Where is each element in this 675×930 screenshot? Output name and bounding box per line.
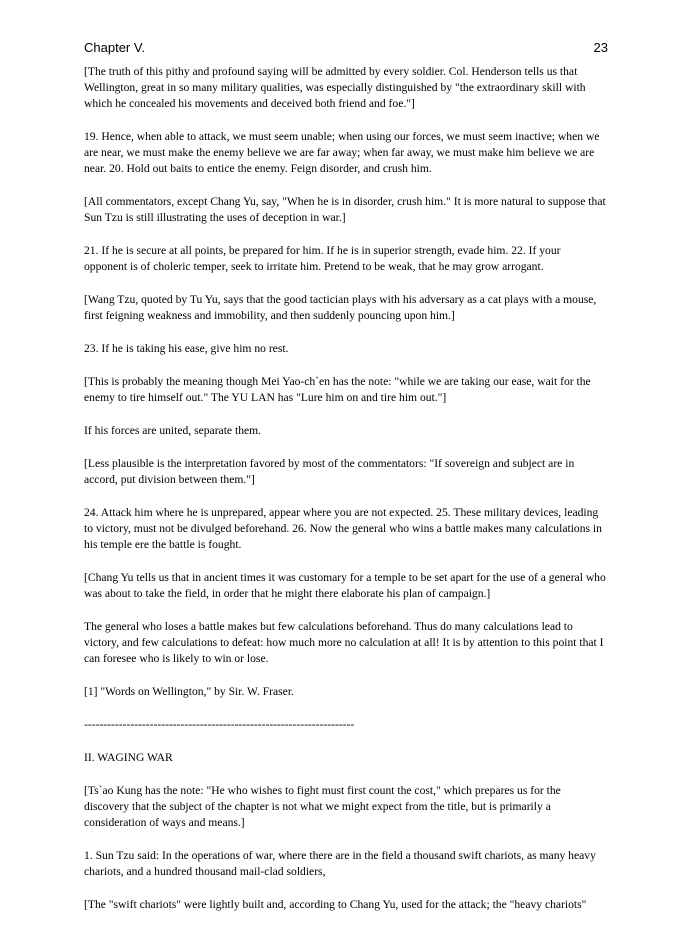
section-divider: ----------------------------------------------------------------------: [84, 718, 355, 731]
paragraph: 1. Sun Tzu said: In the operations of war, where there are in the field a thousand swift chariots, as many heavy chariots, and a hundred thousand mail-clad soldiers,: [84, 849, 596, 878]
chapter-title: Chapter V.: [84, 40, 145, 55]
paragraph: [The "swift chariots" were lightly built and, according to Chang Yu, used for the attack; the "heavy chariots": [84, 898, 587, 911]
footnote: [1] "Words on Wellington," by Sir. W. Fraser.: [84, 685, 294, 698]
paragraph: The general who loses a battle makes but few calculations beforehand. Thus do many calculations lead to victory, and few calculations to defeat: how much more no calculation at all! It is by attention to this point that I can foresee who is likely to win or lose.: [84, 620, 604, 665]
paragraph: [Chang Yu tells us that in ancient times it was customary for a temple to be set apart for the use of a general who was about to take the field, in order that he might there elaborate his plan of campaign.]: [84, 571, 606, 600]
paragraph: 24. Attack him where he is unprepared, appear where you are not expected. 25. These military devices, leading to victory, must not be divulged beforehand. 26. Now the general who wins a battle makes many calculations in his temple ere the battle is fought.: [84, 506, 602, 551]
section-heading: II. WAGING WAR: [84, 751, 173, 764]
paragraph: 23. If he is taking his ease, give him no rest.: [84, 342, 289, 355]
paragraph: 21. If he is secure at all points, be prepared for him. If he is in superior strength, evade him. 22. If your opponent is of choleric temper, seek to irritate him. Pretend to be weak, that he may grow arrogant.: [84, 244, 561, 273]
page-header: [84, 40, 608, 56]
paragraph: 19. Hence, when able to attack, we must seem unable; when using our forces, we must seem inactive; when we are near, we must make the enemy believe we are far away; when far away, we must make him believe we are near. 20. Hold out baits to entice the enemy. Feign disorder, and crush him.: [84, 130, 600, 175]
paragraph: If his forces are united, separate them.: [84, 424, 262, 437]
page-number: 23: [593, 40, 608, 55]
paragraph: [Less plausible is the interpretation favored by most of the commentators: "If sovereign and subject are in accord, put division between them."]: [84, 457, 575, 486]
paragraph: [Wang Tzu, quoted by Tu Yu, says that the good tactician plays with his adversary as a cat plays with a mouse, first feigning weakness and immobility, and then suddenly pouncing upon him.]: [84, 293, 597, 322]
paragraph: [This is probably the meaning though Mei Yao-ch`en has the note: "while we are taking our ease, wait for the enemy to tire himself out." The YU LAN has "Lure him on and tire him out."]: [84, 375, 591, 404]
paragraph: [All commentators, except Chang Yu, say, "When he is in disorder, crush him." It is more natural to suppose that Sun Tzu is still illustrating the uses of deception in war.]: [84, 195, 606, 224]
paragraph: [Ts`ao Kung has the note: "He who wishes to fight must first count the cost," which prepares us for the discovery that the subject of the chapter is not what we might expect from the title, but is primarily a consideration of ways and means.]: [84, 784, 561, 829]
paragraph: [The truth of this pithy and profound saying will be admitted by every soldier. Col. Henderson tells us that Wellington, great in so many military qualities, was especially distinguished by "the extraordinary skill with which he concealed his movements and deceived both friend and foe."]: [84, 65, 586, 110]
document-body: [84, 64, 606, 930]
